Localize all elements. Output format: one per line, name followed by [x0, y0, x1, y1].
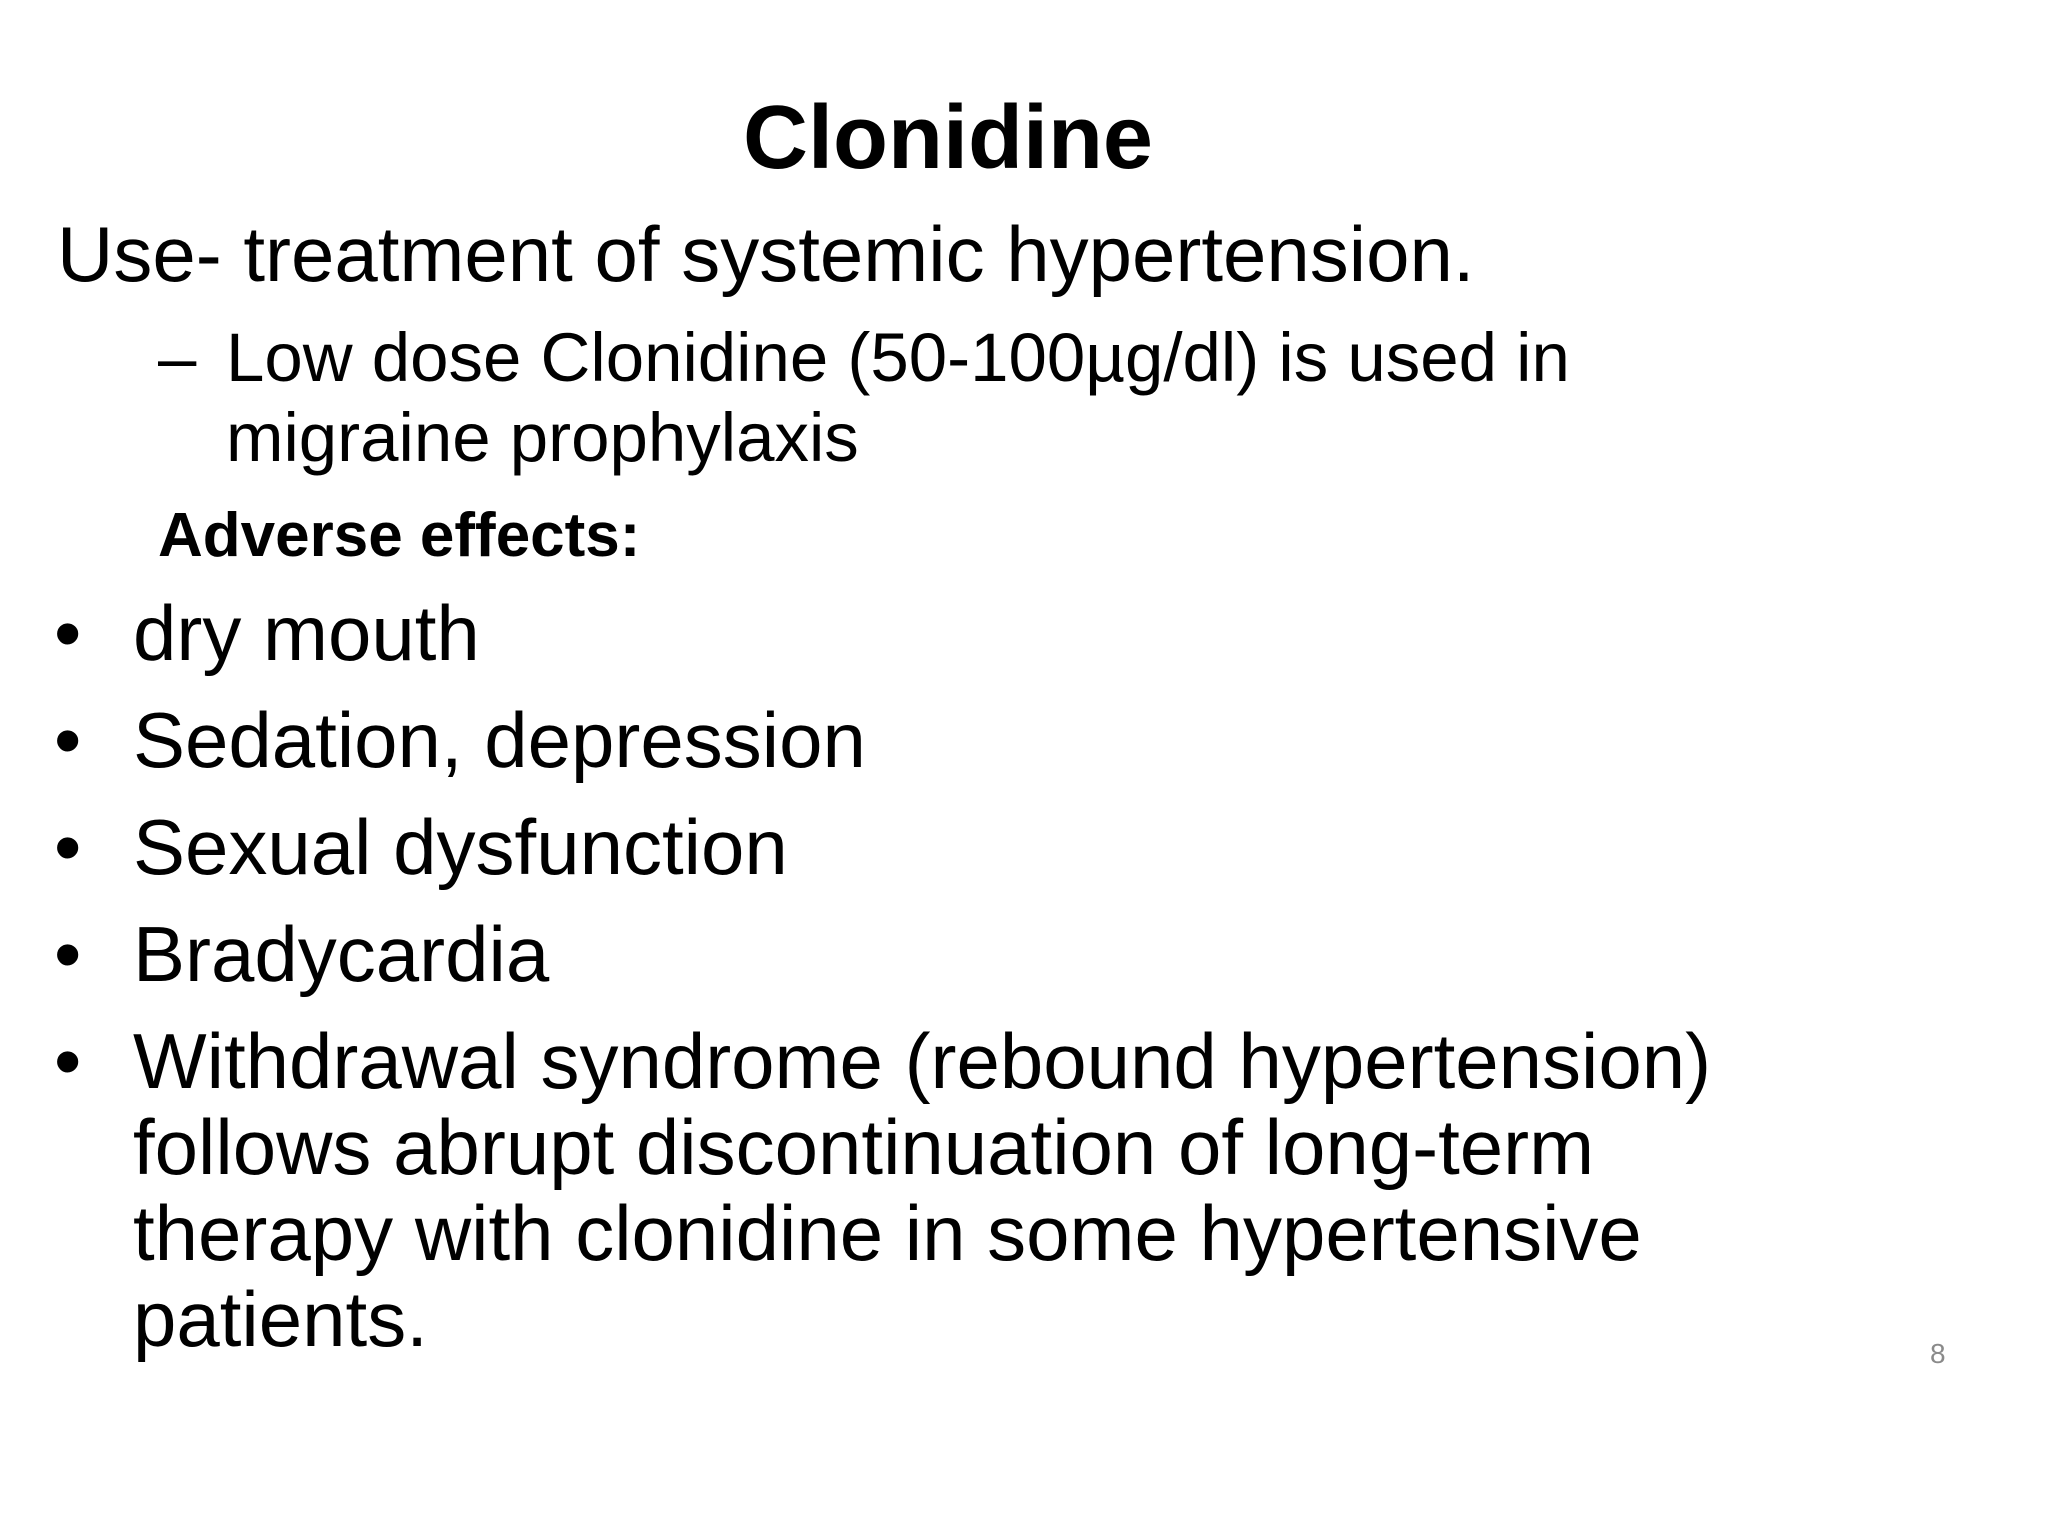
use-statement: Use- treatment of systemic hypertension.	[57, 210, 1475, 298]
list-item	[0, 590, 1900, 676]
list-item	[0, 697, 1900, 783]
dash-marker: –	[158, 319, 197, 396]
list-item	[0, 804, 1900, 890]
page-number: 8	[1930, 1338, 1946, 1369]
bullet-icon: •	[54, 589, 82, 677]
bullet-icon: •	[54, 803, 82, 891]
list-item	[0, 1018, 1900, 1362]
adverse-effects-heading: Adverse effects:	[158, 501, 641, 570]
sub-item-text: Low dose Clonidine (50-100µg/dl) is used in migraine prophylaxis	[226, 319, 1570, 476]
bullet-icon: •	[54, 696, 82, 784]
list-item-text: Withdrawal syndrome (rebound hypertension) follows abrupt discontinuation of long-term therapy with clonidine in some hypertensive patients.	[133, 1017, 1712, 1363]
list-item	[0, 911, 1900, 997]
list-item-text: dry mouth	[133, 589, 480, 677]
adverse-effects-list	[0, 590, 1900, 1383]
sub-list-item	[158, 318, 1808, 478]
bullet-icon: •	[54, 910, 82, 998]
slide-title: Clonidine	[743, 88, 1153, 188]
bullet-icon: •	[54, 1017, 82, 1105]
list-item-text: Sedation, depression	[133, 696, 866, 784]
list-item-text: Bradycardia	[133, 910, 550, 998]
list-item-text: Sexual dysfunction	[133, 803, 788, 891]
